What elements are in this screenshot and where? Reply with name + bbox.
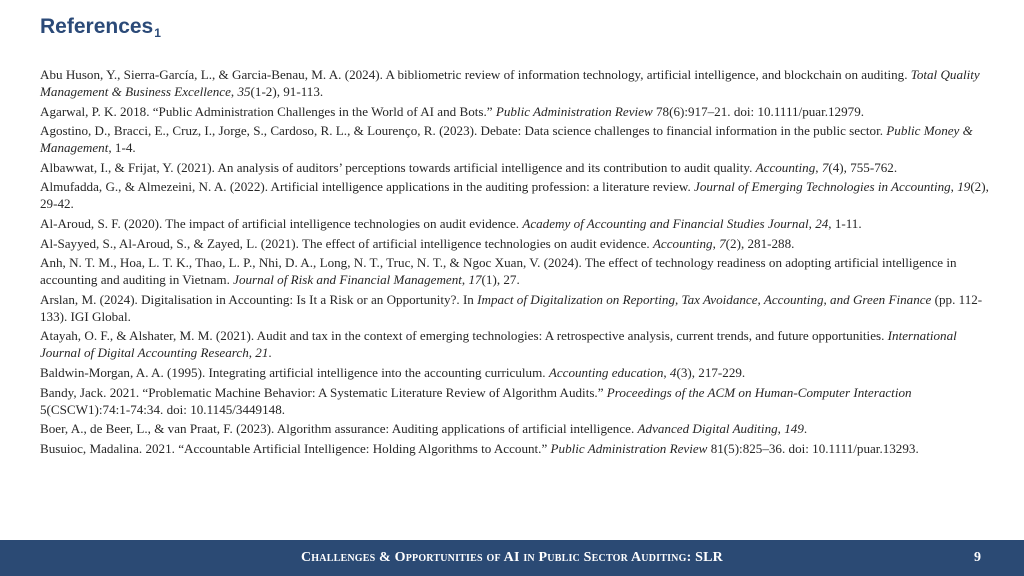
reference-italic-text: Public Money & Management <box>40 123 973 156</box>
reference-italic-text: Accounting education <box>548 364 664 380</box>
slide-title-text: References <box>40 15 154 38</box>
reference-text: Anh, N. T. M., Hoa, L. T. K., Thao, L. P., Nhi, D. A., Long, N. T., Truc, N. T., & Ngoc Xuan, V. (2024). The effect of technology readiness on adopting artificial intelligence in accounting and auditing in Vietnam. <box>40 255 957 288</box>
reference-italic-text: 7 <box>821 159 829 175</box>
reference-text: Al-Aroud, S. F. (2020). The impact of artificial intelligence technologies on audit evidence. <box>40 215 523 231</box>
reference-text: . <box>268 345 272 361</box>
reference-entry <box>40 122 990 156</box>
reference-italic-text: Public Administration Review <box>550 440 708 456</box>
reference-text: , 1-11. <box>828 215 862 231</box>
reference-italic-text: Impact of Digitalization on Reporting, Tax Avoidance, Accounting, and Green Finance <box>477 291 932 307</box>
reference-text: (pp. 112-133). IGI Global. <box>40 291 983 324</box>
reference-italic-text: 4 <box>669 364 677 380</box>
reference-text: Albawwat, I., & Frijat, Y. (2021). An analysis of auditors’ perceptions towards artificial intelligence and its contribution to audit quality. <box>40 159 756 175</box>
reference-text: 81(5):825–36. doi: 10.1111/puar.13293. <box>707 440 919 456</box>
reference-text: , <box>808 215 816 231</box>
reference-text: Arslan, M. (2024). Digitalisation in Accounting: Is It a Risk or an Opportunity?. In <box>40 291 478 307</box>
reference-text: Abu Huson, Y., Sierra-García, L., & Garcia-Benau, M. A. (2024). A bibliometric review of information technology, artificial intelligence, and blockchain on auditing. <box>40 67 911 82</box>
reference-text: , <box>777 421 785 437</box>
reference-list <box>40 66 990 459</box>
reference-italic-text: Advanced Digital Auditing <box>637 421 778 437</box>
reference-text: Boer, A., de Beer, L., & van Praat, F. (2023). Algorithm assurance: Auditing applications of artificial intelligence. <box>40 421 638 437</box>
reference-italic-text: Accounting <box>652 235 713 251</box>
reference-italic-text: Academy of Accounting and Financial Studies Journal <box>522 215 809 231</box>
reference-entry <box>40 215 990 232</box>
reference-text: Agostino, D., Bracci, E., Cruz, I., Jorge, S., Cardoso, R. L., & Lourenço, R. (2023). Debate: Data science challenges to financial information in the public sector. <box>40 123 887 139</box>
reference-text: , <box>950 179 958 195</box>
footer-bar <box>0 540 1024 576</box>
reference-text: (3), 217-229. <box>676 364 746 380</box>
reference-text: Bandy, Jack. 2021. “Problematic Machine Behavior: A Systematic Literature Review of Algorithm Audits.” <box>40 384 607 400</box>
reference-entry <box>40 364 990 381</box>
reference-text: Busuioc, Madalina. 2021. “Accountable Artificial Intelligence: Holding Algorithms to Account.” <box>40 440 551 456</box>
reference-text: Agarwal, P. K. 2018. “Public Administration Challenges in the World of AI and Bots.” <box>40 103 496 119</box>
slide-title <box>40 15 161 40</box>
reference-entry <box>40 254 990 288</box>
reference-text: , <box>815 159 822 175</box>
reference-entry <box>40 327 990 361</box>
reference-italic-text: 17 <box>468 272 482 288</box>
reference-text: Atayah, O. F., & Alshater, M. M. (2021). Audit and tax in the context of emerging technologies: A retrospective analysis, current trends, and future opportunities. <box>40 328 888 344</box>
reference-entry <box>40 159 990 176</box>
reference-entry <box>40 420 990 437</box>
reference-entry <box>40 178 990 212</box>
reference-text: (2), 29-42. <box>40 179 989 212</box>
reference-text: Baldwin-Morgan, A. A. (1995). Integrating artificial intelligence into the accounting curriculum. <box>40 364 549 380</box>
reference-italic-text: 35 <box>237 84 251 99</box>
reference-entry <box>40 235 990 252</box>
reference-text: Almufadda, G., & Almezeini, N. A. (2022). Artificial intelligence applications in the auditing profession: a literature review. <box>40 179 695 195</box>
reference-italic-text: 19 <box>957 179 971 195</box>
page-number: 9 <box>974 550 981 565</box>
reference-entry <box>40 103 990 120</box>
reference-entry <box>40 440 990 457</box>
reference-italic-text: Accounting <box>755 159 816 175</box>
reference-text: , <box>663 364 670 380</box>
reference-text: (4), 755-762. <box>828 159 898 175</box>
reference-italic-text: Public Administration Review <box>495 103 653 119</box>
reference-italic-text: Total Quality Management & Business Excellence <box>40 67 980 99</box>
reference-text: 5(CSCW1):74:1-74:34. doi: 10.1145/3449148. <box>40 401 286 417</box>
reference-text: . <box>803 421 808 437</box>
reference-italic-text: 21 <box>255 345 269 361</box>
reference-text: , 1-4. <box>108 140 136 156</box>
reference-italic-text: 24 <box>815 215 829 231</box>
reference-entry <box>40 291 990 325</box>
reference-italic-text: 7 <box>719 235 726 251</box>
reference-text: , <box>230 84 238 99</box>
reference-entry <box>40 384 990 418</box>
reference-italic-text: Journal of Risk and Financial Management <box>233 272 462 288</box>
reference-text: 78(6):917–21. doi: 10.1111/puar.12979. <box>652 103 865 119</box>
reference-text: (2), 281-288. <box>725 235 795 251</box>
reference-text: Al-Sayyed, S., Al-Aroud, S., & Zayed, L. (2021). The effect of artificial intelligence technologies on audit evidence. <box>40 235 653 251</box>
reference-italic-text: International Journal of Digital Accounting Research <box>40 328 957 361</box>
reference-text: , <box>712 235 720 251</box>
reference-italic-text: 149 <box>784 421 804 437</box>
reference-italic-text: Journal of Emerging Technologies in Accounting <box>694 179 951 195</box>
reference-text: , <box>461 272 469 288</box>
reference-text: , <box>248 345 256 361</box>
reference-italic-text: Proceedings of the ACM on Human-Computer Interaction <box>606 384 912 400</box>
footer-title: Challenges & Opportunities of AI in Public Sector Auditing: SLR <box>301 550 723 565</box>
reference-text: (1), 27. <box>481 272 520 288</box>
title-subscript: 1 <box>154 26 161 40</box>
reference-entry <box>40 66 990 100</box>
reference-text: (1-2), 91-113. <box>250 84 324 99</box>
